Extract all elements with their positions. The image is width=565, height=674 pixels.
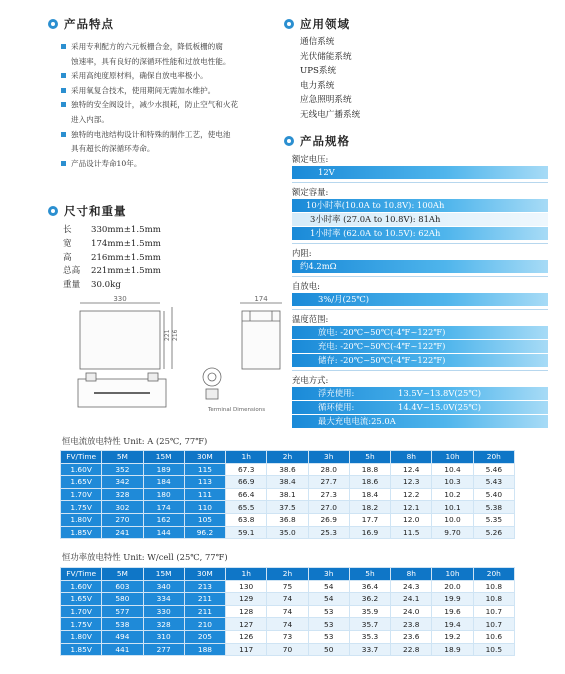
table-cell: 11.5 — [391, 526, 432, 539]
feature-item: 采用专利配方的六元板栅合金，降低板栅的腐 — [60, 40, 282, 55]
table-cell: 26.9 — [308, 513, 349, 526]
table-cell: 25.3 — [308, 526, 349, 539]
table-cell: 67.3 — [226, 463, 267, 476]
self-discharge-value: 3%/月(25℃) — [292, 293, 548, 306]
table-cell: 10.5 — [473, 643, 514, 656]
table-header-cell: 5h — [349, 451, 390, 464]
fv-cell: 1.85V — [61, 643, 102, 656]
self-discharge-label: 自放电: — [292, 281, 320, 291]
applications-list — [300, 35, 360, 123]
table-cell: 20.0 — [432, 580, 473, 593]
table-cell: 10.2 — [432, 488, 473, 501]
dimension-value: 30.0kg — [91, 280, 121, 291]
table-cell: 53 — [308, 618, 349, 631]
features-heading — [48, 16, 114, 32]
table-cell: 342 — [102, 476, 143, 489]
applications-heading — [284, 16, 350, 32]
table-cell: 10.1 — [432, 501, 473, 514]
table-row — [61, 618, 515, 631]
table-cell: 211 — [184, 605, 225, 618]
table-header-cell: FV/Time — [61, 451, 102, 464]
table-cell: 24.0 — [391, 605, 432, 618]
table-cell: 74 — [267, 605, 308, 618]
table-cell: 5.26 — [473, 526, 514, 539]
table-cell: 302 — [102, 501, 143, 514]
table-header-cell: 15M — [143, 451, 184, 464]
table-cell: 10.8 — [473, 580, 514, 593]
table-cell: 22.8 — [391, 643, 432, 656]
table-cell: 494 — [102, 630, 143, 643]
dimension-key: 高 — [63, 252, 72, 263]
feature-item: 采用氧复合技术，使用期间无需加水维护。 — [60, 84, 282, 99]
charge-row — [292, 415, 548, 428]
table-cell: 12.4 — [391, 463, 432, 476]
table-cell: 24.1 — [391, 593, 432, 606]
table-cell: 18.6 — [349, 476, 390, 489]
table-cell: 210 — [184, 618, 225, 631]
fv-cell: 1.70V — [61, 488, 102, 501]
specs-panel — [292, 150, 548, 428]
table-cell: 35.0 — [267, 526, 308, 539]
table-row — [61, 513, 515, 526]
table-cell: 38.1 — [267, 488, 308, 501]
table-cell: 10.3 — [432, 476, 473, 489]
table-header-cell: 30M — [184, 451, 225, 464]
table-header-cell: 8h — [391, 451, 432, 464]
table-cell: 328 — [102, 488, 143, 501]
feature-item: 蚀速率，具有良好的深循环性能和过放电性能。 — [71, 56, 231, 66]
table-cell: 117 — [226, 643, 267, 656]
table-cell: 59.1 — [226, 526, 267, 539]
table-row — [61, 526, 515, 539]
table-header-cell: 8h — [391, 568, 432, 581]
rated-capacity-label: 额定容量: — [292, 187, 329, 197]
dimension-key: 长 — [63, 225, 72, 235]
applications-title: 应用领域 — [300, 17, 350, 31]
temp-charge: 充电: -20℃~50℃(-4℉~122℉) — [292, 340, 548, 353]
table-cell: 12.0 — [391, 513, 432, 526]
bullet-circle-icon — [284, 19, 294, 29]
application-item: 光伏储能系统 — [300, 51, 352, 62]
table-cell: 74 — [267, 593, 308, 606]
table-cell: 35.9 — [349, 605, 390, 618]
table-cell: 73 — [267, 630, 308, 643]
table-header-cell: 3h — [308, 568, 349, 581]
dimension-row — [63, 252, 243, 266]
table-header-cell: 10h — [432, 568, 473, 581]
dimension-key: 宽 — [63, 238, 72, 249]
table-cell: 70 — [267, 643, 308, 656]
table-cell: 115 — [184, 463, 225, 476]
table-cell: 111 — [184, 488, 225, 501]
fv-cell: 1.65V — [61, 476, 102, 489]
capacity-3h: 3小时率 (27.0A to 10.8V): 81Ah — [292, 213, 548, 226]
table-cell: 10.4 — [432, 463, 473, 476]
charge-value: 14.4V~15.0V(25℃) — [398, 402, 481, 412]
table-cell: 63.8 — [226, 513, 267, 526]
table-cell: 96.2 — [184, 526, 225, 539]
table-cell: 23.6 — [391, 630, 432, 643]
table-cell: 241 — [102, 526, 143, 539]
table-cell: 162 — [143, 513, 184, 526]
table-cell: 19.6 — [432, 605, 473, 618]
application-item: 通信系统 — [300, 37, 335, 47]
table-cell: 66.4 — [226, 488, 267, 501]
table-cell: 18.9 — [432, 643, 473, 656]
constant-current-table — [60, 450, 515, 539]
table-cell: 105 — [184, 513, 225, 526]
resistance-label: 内阻: — [292, 248, 312, 258]
table-cell: 10.0 — [432, 513, 473, 526]
fv-cell: 1.70V — [61, 605, 102, 618]
table-cell: 110 — [184, 501, 225, 514]
feature-item: 具有超长的深循环寿命。 — [71, 144, 155, 154]
table-cell: 189 — [143, 463, 184, 476]
table-cell: 352 — [102, 463, 143, 476]
table-cell: 5.43 — [473, 476, 514, 489]
table-header-cell: 1h — [226, 568, 267, 581]
table-cell: 33.7 — [349, 643, 390, 656]
table-cell: 126 — [226, 630, 267, 643]
table-cell: 28.0 — [308, 463, 349, 476]
features-list — [60, 40, 282, 171]
table-header-cell: 5M — [102, 451, 143, 464]
fv-cell: 1.65V — [61, 593, 102, 606]
specs-heading — [284, 133, 350, 149]
table-header-cell: FV/Time — [61, 568, 102, 581]
table-cell: 35.7 — [349, 618, 390, 631]
table-cell: 12.1 — [391, 501, 432, 514]
table-cell: 54 — [308, 580, 349, 593]
table-cell: 19.4 — [432, 618, 473, 631]
fv-cell: 1.60V — [61, 580, 102, 593]
table-header-cell: 30M — [184, 568, 225, 581]
application-item: UPS系统 — [300, 66, 337, 77]
table-cell: 38.4 — [267, 476, 308, 489]
table-cell: 188 — [184, 643, 225, 656]
table-header-cell: 5M — [102, 568, 143, 581]
feature-item: 进入内部。 — [71, 114, 109, 124]
table-row — [61, 580, 515, 593]
table-cell: 5.46 — [473, 463, 514, 476]
table-cell: 330 — [143, 605, 184, 618]
table-cell: 37.5 — [267, 501, 308, 514]
charge-value: 13.5V~13.8V(25℃) — [398, 388, 481, 398]
height-label: 216 — [172, 329, 179, 341]
table-cell: 9.70 — [432, 526, 473, 539]
charge-key: 最大充电电流: — [318, 416, 372, 426]
dimension-value: 221mm±1.5mm — [91, 266, 161, 277]
table-header-cell: 20h — [473, 451, 514, 464]
dimension-row — [63, 238, 243, 252]
table-header-cell: 2h — [267, 568, 308, 581]
fv-cell: 1.75V — [61, 501, 102, 514]
table-cell: 10.8 — [473, 593, 514, 606]
table-cell: 19.9 — [432, 593, 473, 606]
table-cell: 128 — [226, 605, 267, 618]
charge-row — [292, 401, 548, 414]
table-cell: 144 — [143, 526, 184, 539]
table-cell: 53 — [308, 605, 349, 618]
table-row — [61, 630, 515, 643]
table-cell: 184 — [143, 476, 184, 489]
table-cell: 23.8 — [391, 618, 432, 631]
dimension-row — [63, 265, 243, 279]
table-cell: 18.4 — [349, 488, 390, 501]
resistance-value: 约4.2mΩ — [292, 260, 548, 273]
feature-item: 产品设计寿命10年。 — [60, 157, 282, 172]
fv-cell: 1.80V — [61, 513, 102, 526]
dimension-row — [63, 224, 243, 238]
charge-key: 浮充使用: — [318, 388, 355, 398]
fv-cell: 1.60V — [61, 463, 102, 476]
charge-method-label: 充电方式: — [292, 375, 329, 385]
table-header-cell: 20h — [473, 568, 514, 581]
table-cell: 17.7 — [349, 513, 390, 526]
table-cell: 211 — [184, 593, 225, 606]
table-cell: 35.3 — [349, 630, 390, 643]
dimension-value: 216mm±1.5mm — [91, 252, 161, 263]
table-row — [61, 488, 515, 501]
table-row — [61, 593, 515, 606]
table-cell: 36.8 — [267, 513, 308, 526]
table-cell: 10.7 — [473, 618, 514, 631]
table-cell: 27.3 — [308, 488, 349, 501]
table-cell: 75 — [267, 580, 308, 593]
bullet-circle-icon — [48, 206, 58, 216]
table-cell: 334 — [143, 593, 184, 606]
table-cell: 19.2 — [432, 630, 473, 643]
terminal-dimensions-label: Terminal Dimensions — [208, 407, 266, 413]
fv-cell: 1.80V — [61, 630, 102, 643]
features-title: 产品特点 — [64, 17, 114, 31]
dimension-value: 330mm±1.5mm — [91, 225, 161, 235]
table-cell: 66.9 — [226, 476, 267, 489]
length-label: 330 — [113, 295, 127, 303]
feature-item: 独特的安全阀设计，减少水损耗，防止空气和火花 — [60, 98, 282, 113]
table-cell: 65.5 — [226, 501, 267, 514]
table-cell: 53 — [308, 630, 349, 643]
dimensions-title: 尺寸和重量 — [64, 204, 127, 218]
table-cell: 441 — [102, 643, 143, 656]
table-cell: 27.0 — [308, 501, 349, 514]
dimensions-heading — [48, 203, 127, 219]
table-cell: 277 — [143, 643, 184, 656]
bullet-circle-icon — [48, 19, 58, 29]
temp-storage: 储存: -20℃~50℃(-4℉~122℉) — [292, 354, 548, 367]
specs-title: 产品规格 — [300, 134, 350, 148]
application-item: 无线电广播系统 — [300, 109, 361, 120]
table-header-cell: 1h — [226, 451, 267, 464]
application-item: 应急照明系统 — [300, 95, 352, 106]
table-cell: 54 — [308, 593, 349, 606]
table-cell: 538 — [102, 618, 143, 631]
table-header-cell: 5h — [349, 568, 390, 581]
table-cell: 577 — [102, 605, 143, 618]
fv-cell: 1.85V — [61, 526, 102, 539]
table-cell: 174 — [143, 501, 184, 514]
table-row — [61, 476, 515, 489]
application-item: 电力系统 — [300, 80, 335, 91]
table-header-cell: 2h — [267, 451, 308, 464]
charge-value: 25.0A — [371, 416, 396, 426]
capacity-10h: 10小时率(10.0A to 10.8V): 100Ah — [292, 199, 548, 212]
feature-item: 独特的电池结构设计和特殊的制作工艺，使电池 — [60, 128, 282, 143]
table-cell: 12.2 — [391, 488, 432, 501]
table-cell: 213 — [184, 580, 225, 593]
table1-title: 恒电流放电特性 Unit: A (25℃, 77℉) — [62, 436, 208, 446]
total-height-label: 221 — [164, 329, 171, 341]
width-label: 174 — [254, 295, 268, 303]
table-cell: 50 — [308, 643, 349, 656]
table-cell: 113 — [184, 476, 225, 489]
table-header-cell: 15M — [143, 568, 184, 581]
table-cell: 130 — [226, 580, 267, 593]
table-cell: 10.7 — [473, 605, 514, 618]
table-cell: 580 — [102, 593, 143, 606]
rated-voltage-value: 12V — [292, 166, 548, 179]
table-cell: 180 — [143, 488, 184, 501]
table-cell: 5.38 — [473, 501, 514, 514]
capacity-1h: 1小时率 (62.0A to 10.5V): 62Ah — [292, 227, 548, 240]
table-cell: 603 — [102, 580, 143, 593]
battery-drawing — [60, 295, 290, 423]
table-cell: 5.40 — [473, 488, 514, 501]
table-cell: 340 — [143, 580, 184, 593]
table-cell: 38.6 — [267, 463, 308, 476]
table-cell: 18.2 — [349, 501, 390, 514]
table2-title: 恒功率放电特性 Unit: W/cell (25℃, 77℉) — [62, 552, 228, 562]
dimension-key: 总高 — [63, 266, 81, 277]
table-row — [61, 643, 515, 656]
table-cell: 205 — [184, 630, 225, 643]
table-header-cell: 10h — [432, 451, 473, 464]
table-cell: 74 — [267, 618, 308, 631]
dimension-row — [63, 279, 243, 293]
dimensions-list — [63, 224, 243, 293]
table-cell: 328 — [143, 618, 184, 631]
table-row — [61, 463, 515, 476]
table-cell: 27.7 — [308, 476, 349, 489]
fv-cell: 1.75V — [61, 618, 102, 631]
table-cell: 5.35 — [473, 513, 514, 526]
bullet-circle-icon — [284, 136, 294, 146]
table-cell: 12.3 — [391, 476, 432, 489]
feature-item: 采用高纯度原材料，确保自放电率极小。 — [60, 69, 282, 84]
table-cell: 36.2 — [349, 593, 390, 606]
dimension-key: 重量 — [63, 280, 81, 291]
rated-voltage-label: 额定电压: — [292, 154, 329, 164]
table-cell: 310 — [143, 630, 184, 643]
charge-key: 循环使用: — [318, 402, 355, 412]
table-cell: 24.3 — [391, 580, 432, 593]
constant-power-table — [60, 567, 515, 656]
table-row — [61, 501, 515, 514]
table-cell: 129 — [226, 593, 267, 606]
table-row — [61, 605, 515, 618]
table-cell: 36.4 — [349, 580, 390, 593]
table-header-cell: 3h — [308, 451, 349, 464]
table-cell: 16.9 — [349, 526, 390, 539]
temp-discharge: 放电: -20℃~50℃(-4℉~122℉) — [292, 326, 548, 339]
temp-range-label: 温度范围: — [292, 314, 329, 324]
table-cell: 270 — [102, 513, 143, 526]
charge-row — [292, 387, 548, 400]
dimension-value: 174mm±1.5mm — [91, 238, 161, 249]
table-cell: 10.6 — [473, 630, 514, 643]
table-cell: 127 — [226, 618, 267, 631]
table-cell: 18.8 — [349, 463, 390, 476]
